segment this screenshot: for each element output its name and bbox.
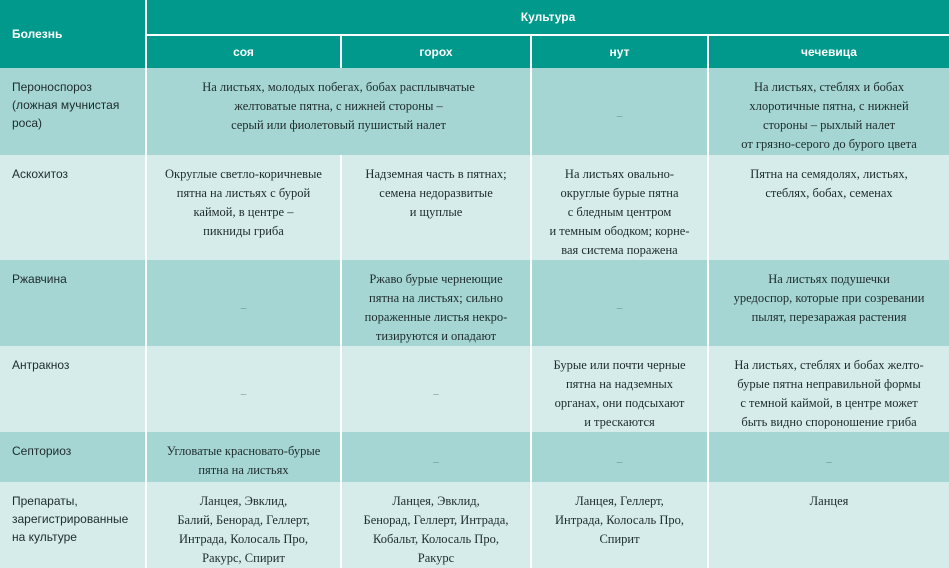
- table-row: [0, 155, 949, 260]
- header-crop-lentil: чечевица: [708, 35, 949, 68]
- disease-name: Ржавчина: [0, 260, 146, 346]
- table-row: [0, 432, 949, 482]
- cell-pea: Ланцея, Эвклид, Бенорад, Геллерт, Интрада, Кобальт, Колосаль Про, Ракурс: [341, 482, 531, 568]
- disease-name: Препараты, зарегистрированные на культуре: [0, 482, 146, 568]
- disease-name: Пероноспороз (ложная мучнистая роса): [0, 68, 146, 155]
- header-crop-soy: соя: [146, 35, 341, 68]
- cell-lentil: Пятна на семядолях, листьях, стеблях, бобах, семенах: [708, 155, 949, 260]
- cell-soy: Угловатые красновато-бурые пятна на листьях: [146, 432, 341, 482]
- cell-chickpea: Ланцея, Геллерт, Интрада, Колосаль Про, Спирит: [531, 482, 708, 568]
- cell-chickpea: Бурые или почти черные пятна на надземных органах, они подсыхают и трескаются: [531, 346, 708, 432]
- disease-name: Септориоз: [0, 432, 146, 482]
- cell-lentil: –: [708, 432, 949, 482]
- cell-pea: Ржаво бурые чернеющие пятна на листьях; сильно пораженные листья некро- тизируются и опадают: [341, 260, 531, 346]
- cell-chickpea: –: [531, 432, 708, 482]
- cell-chickpea: –: [531, 260, 708, 346]
- cell-chickpea: На листьях овально- округлые бурые пятна с бледным центром и темным ободком; корне- вая система поражена: [531, 155, 708, 260]
- cell-lentil: На листьях подушечки уредоспор, которые при созревании пылят, перезаражая растения: [708, 260, 949, 346]
- table-row: [0, 482, 949, 568]
- cell-soy-pea: На листьях, молодых побегах, бобах расплывчатые желтоватые пятна, с нижней стороны – серый или фиолетовый пушистый налет: [146, 68, 531, 155]
- cell-soy: –: [146, 260, 341, 346]
- cell-lentil: Ланцея: [708, 482, 949, 568]
- cell-pea: –: [341, 432, 531, 482]
- cell-soy: –: [146, 346, 341, 432]
- cell-lentil: На листьях, стеблях и бобах хлоротичные пятна, с нижней стороны – рыхлый налет от грязно-серого до бурого цвета: [708, 68, 949, 155]
- cell-pea: –: [341, 346, 531, 432]
- disease-name: Антракноз: [0, 346, 146, 432]
- cell-soy: Округлые светло-коричневые пятна на листьях с бурой каймой, в центре – пикниды гриба: [146, 155, 341, 260]
- header-crop-chickpea: нут: [531, 35, 708, 68]
- cell-soy: Ланцея, Эвклид, Балий, Бенорад, Геллерт, Интрада, Колосаль Про, Ракурс, Спирит: [146, 482, 341, 568]
- cell-chickpea: –: [531, 68, 708, 155]
- header-disease: Болезнь: [0, 0, 146, 68]
- cell-lentil: На листьях, стеблях и бобах желто- бурые пятна неправильной формы с темной каймой, в центре может быть видно спороношение гриба: [708, 346, 949, 432]
- table-row: [0, 346, 949, 432]
- header-culture: Культура: [146, 0, 949, 35]
- header-crop-pea: горох: [341, 35, 531, 68]
- table-row: [0, 260, 949, 346]
- table-row: [0, 68, 949, 155]
- disease-name: Аскохитоз: [0, 155, 146, 260]
- cell-pea: Надземная часть в пятнах; семена недоразвитые и щуплые: [341, 155, 531, 260]
